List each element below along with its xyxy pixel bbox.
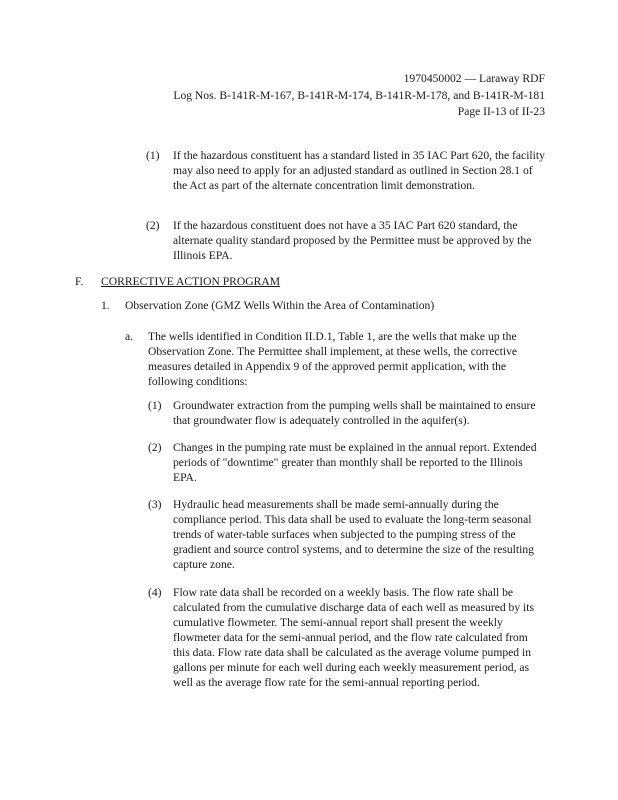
condition-4-number: (4): [148, 586, 162, 599]
condition-4-text: Flow rate data shall be recorded on a weekly basis. The flow rate shall be calculated from the cumulative discharge data of each well as measured by its cumulative flowmeter. The semi-annual report shall present the weekly flowmeter data for the semi-annual period, and the flow rate calculated from this data. Flow rate data shall be calculated as the average volume pumped in gallons per minute for each well during each weekly measurement period, as well as the average flow rate for the semi-annual reporting period.: [173, 586, 534, 689]
header-doc-id: 1970450002 — Laraway RDF: [403, 72, 545, 85]
condition-3-number: (3): [148, 498, 162, 511]
subsection-number: 1.: [101, 299, 110, 312]
para-a-text: The wells identified in Condition II.D.1, Table 1, are the wells that make up the Observation Zone. The Permittee shall implement, at these wells, the corrective measures detailed in Appendix 9 of the approved permit application, with the following conditions:: [148, 330, 518, 388]
top-item-1-text: If the hazardous constituent has a standard listed in 35 IAC Part 620, the facility may also need to apply for an adjusted standard as outlined in Section 28.1 of the Act as part of the alternate concentration limit demonstration.: [173, 149, 545, 192]
top-item-1-number: (1): [146, 149, 160, 162]
condition-2-text: Changes in the pumping rate must be explained in the annual report. Extended periods of "downtime" greater than monthly shall be reported to the Illinois EPA.: [173, 441, 537, 484]
top-item-2-text: If the hazardous constituent does not have a 35 IAC Part 620 standard, the alternate quality standard proposed by the Permittee must be approved by the Illinois EPA.: [173, 219, 532, 262]
section-letter: F.: [75, 275, 84, 288]
section-title: CORRECTIVE ACTION PROGRAM: [101, 275, 281, 288]
para-a-label: a.: [125, 330, 134, 343]
top-item-2-number: (2): [146, 219, 160, 232]
header-page-number: Page II-13 of II-23: [457, 105, 545, 118]
condition-3-text: Hydraulic head measurements shall be made semi-annually during the compliance period. This data shall be used to evaluate the long-term seasonal trends of water-table surfaces when subjected to the pumping stress of the gradient and source control systems, and to determine the size of the resulting capture zone.: [173, 498, 534, 571]
condition-2-number: (2): [148, 441, 162, 454]
condition-1-number: (1): [148, 399, 162, 412]
header-log-numbers: Log Nos. B-141R-M-167, B-141R-M-174, B-141R-M-178, and B-141R-M-181: [173, 89, 545, 102]
condition-1-text: Groundwater extraction from the pumping wells shall be maintained to ensure that groundwater flow is adequately controlled in the aquifer(s).: [173, 399, 536, 427]
subsection-title: Observation Zone (GMZ Wells Within the Area of Contamination): [125, 299, 435, 312]
